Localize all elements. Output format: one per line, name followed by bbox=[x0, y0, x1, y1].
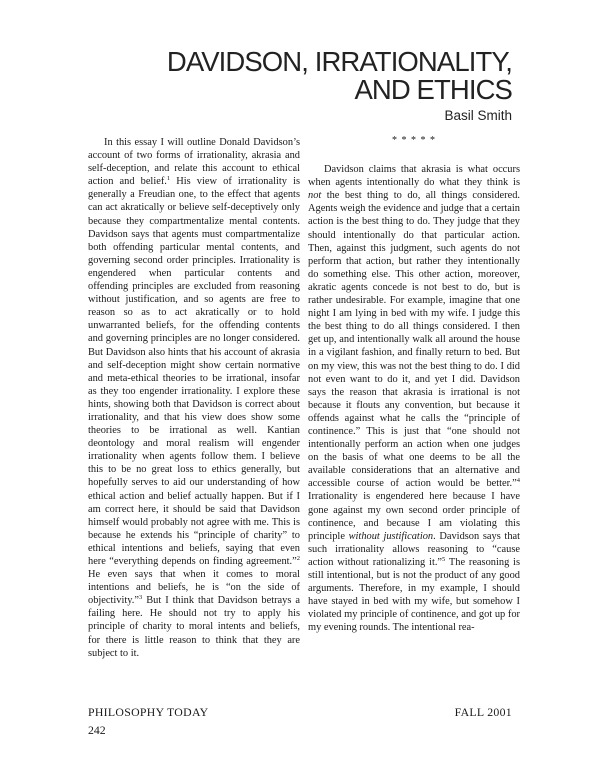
title-line-1: DAVIDSON, IRRATIONALITY, bbox=[166, 46, 512, 77]
left-paragraph: In this essay I will outline Donald Davidson’s account of two forms of irrationality, akrasia and self-deception, and relate this account to ethical action and belief.$^1$ His view of irrationality is generally a Freudian one, to the effect that agents can act akratically or believe self-deceptively only because they compartmentalize mental contents. Davidson says that agents must compartmentalize both offending particular mental contents, and governing second order principles. Irrationality is engendered when particular contents and offending principles are excluded from reasoning without justification, and so agents are free to reason so as to act akratically or to hold unwarranted beliefs, for the offending contents and governing principles are no longer considered. But Davidson also hints that his account of akrasia and self-deception might show certain normative and meta-ethical theories to be irrational, insofar as they too engender irrationality. I explore these hints, showing both that Davidson is correct about irrationality, and that his view does show some theories to be irrational as well. Kantian deontology and moral realism will engender irrationality when agents follow them. I believe this to be no great loss to ethics generally, but hopefully serves to aid our understanding of how ethical action and belief actually happen. But if I am correct here, it should be said that Davidson himself would probably not agree with me. This is because he extends his “principle of charity” to ethical intentions and beliefs, saying that even here “everything depends on finding agreement.”$^2$ He even says that when it comes to moral intentions and beliefs, he is “on the side of objectivity.”$^3$ But I think that Davidson betrays a failing here. He should not try to apply his principle of charity to moral intents and beliefs, for there is little reason to think that they are subject to it. bbox=[88, 137, 300, 659]
journal-name: PHILOSOPHY TODAY bbox=[88, 705, 209, 719]
title-line-2: AND ETHICS bbox=[354, 74, 512, 105]
footnote-ref-1: 1 bbox=[166, 175, 171, 183]
right-paragraph: Davidson claims that akrasia is what occurs when agents intentionally do what they think is not the best thing to do, all things considered. Agents weigh the evidence and judge that a certain action is the best thing to do. They judge that they should intentionally do that particular action. Then, against this judgment, such agents do not perform that action, but rather they intentionally do something else. This other action, moreover, akratic agents concede is not best to do, but is rather undesirable. For example, imagine that one night I am lying in bed with my wife. I judge this the best thing to do all things considered. I then get up, and intentionally walk all around the house in a vigilant fashion, and finally return to bed. But on my view, this was not the best thing to do. I did not even want to do it, and yet I did. Davidson says the reason that akrasia is irrational is not because it flouts any convention, but because it offends against what he calls the “principle of continence.” This is just that “one should not intentionally perform an action when one judges on the basis of what one deems to be all the available considerations that an alternative and accessible course of action would be better.”$^4$ Irrationality is engendered here because I have gone against my own second order principle of continence, and because I am violating this principle without justification. Davidson says that such irrationality allows reasoning to “cause action without rationalizing it.”$^5$ The reasoning is still intentional, but is not the product of any good arguments. Therefore, in my example, I should have stayed in bed with my wife, but somehow I violated my principle of continence, and got up for my evening rounds. The intentional rea- bbox=[308, 164, 521, 634]
footnote-ref-2: 2 bbox=[296, 555, 300, 562]
left-column bbox=[88, 136, 300, 660]
right-column bbox=[308, 136, 520, 634]
footnote-ref-4: 4 bbox=[516, 477, 520, 485]
issue-season: FALL 2001 bbox=[454, 705, 512, 719]
article-title bbox=[167, 48, 512, 104]
emphasis-without-justification: without justification bbox=[348, 530, 434, 542]
page-number: 242 bbox=[88, 723, 106, 737]
section-separator: * * * * * bbox=[392, 135, 436, 146]
footnote-ref-3: 3 bbox=[138, 594, 143, 602]
author-name: Basil Smith bbox=[444, 108, 512, 123]
emphasis-not: not bbox=[308, 190, 322, 202]
footnote-ref-5: 5 bbox=[442, 555, 446, 563]
